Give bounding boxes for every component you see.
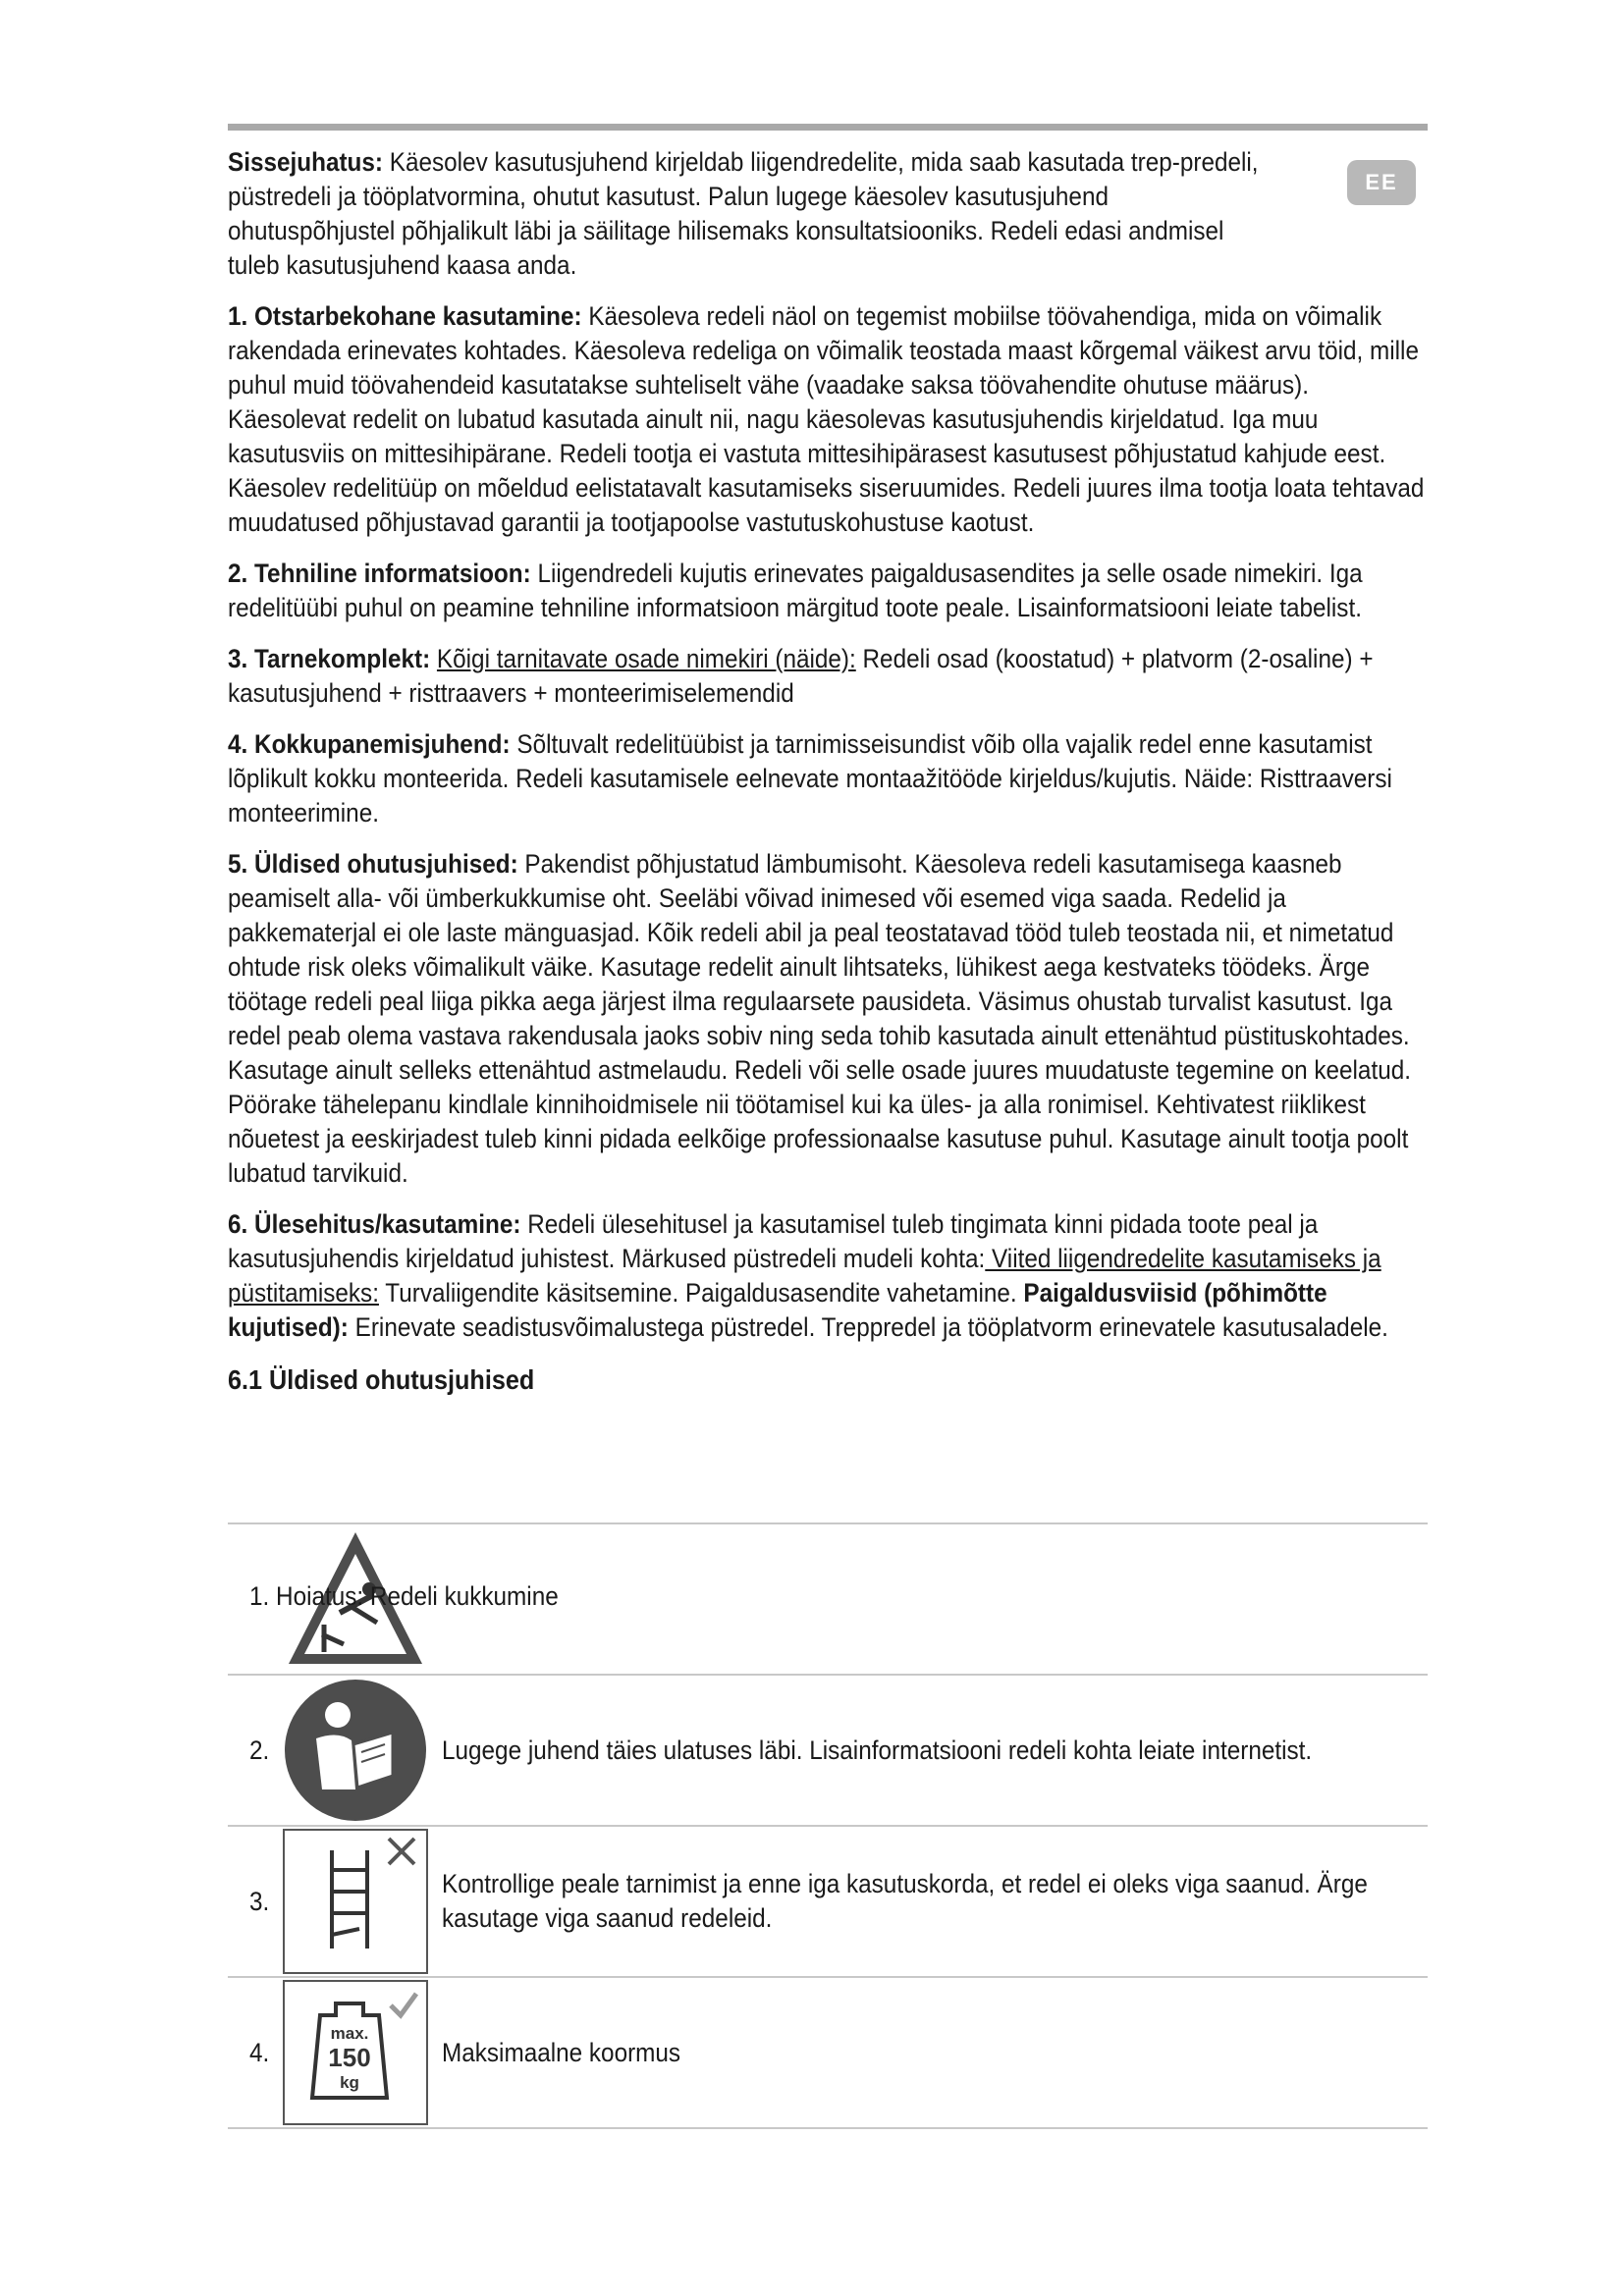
max-load-icon <box>283 1980 428 2125</box>
max-load-label-max: max. <box>330 2024 369 2043</box>
section-1-title: 1. Otstarbekohane kasutamine: <box>228 301 582 331</box>
language-badge: EE <box>1347 160 1416 205</box>
section-6-text2: Turvaliigendite käsitsemine. Paigaldusasendite vahetamine. <box>378 1278 1017 1308</box>
max-load-label-unit: kg <box>340 2073 359 2092</box>
section-2 <box>228 557 1426 625</box>
section-4-title: 4. Kokkupanemisjuhend: <box>228 729 511 759</box>
section-3 <box>228 642 1426 711</box>
table-row <box>228 1676 1428 1827</box>
section-4 <box>228 727 1426 830</box>
section-6-text: Redeli ülesehitusel ja kasutamisel tuleb tingimata kinni pidada toote peal ja kasutusjuhendis kirjeldatud juhistest. Märkused püstredeli mudeli kohta: <box>228 1209 1319 1273</box>
section-2-title: 2. Tehniline informatsioon: <box>228 559 531 588</box>
section-3-underlined: Kõigi tarnitavate osade nimekiri (näide): <box>436 644 856 673</box>
read-manual-icon <box>283 1678 428 1823</box>
safety-table <box>228 1522 1428 2129</box>
row-number: 2. <box>249 1735 270 1765</box>
row-number: 3. <box>249 1886 270 1916</box>
intro-title: Sissejuhatus: <box>228 147 384 177</box>
section-5-text: Pakendist põhjustatud lämbumisoht. Käesoleva redeli kasutamisega kaasneb peamiselt alla- või ümberkukkumise oht. Seeläbi võivad inimesed või esemed viga saada. Redelid ja pakkematerjal ei ole laste mänguasjad. Kõik redeli abil ja peal teostatavad tööd tuleb teostada nii, et nimetatud ohtude risk oleks võimalikult väike. Kasutage redelit ainult lihtsateks, lühikest aega kestvateks töödeks. Ärge töötage redeli peal liiga pikka aega järjest ilma regulaarsete pausideta. Väsimus ohustab turvalist kasutust. Iga redel peab olema vastava rakendusala jaoks sobiv ning seda tohib kasutada ainult ettenähtud püstituskohtades. Kasutage ainult selleks ettenähtud astmelaudu. Redeli või selle osade juures muudatuste tegemine on keelatud. Pöörake tähelepanu kindlale kinnihoidmisele nii töötamisel kui ka üles- ja alla ronimisel. Kehtivatest riiklikest nõuetest ja eeskirjadest tuleb kinni pidada eelkõige professionaalse kasutuse puhul. Kasutage ainult tootja poolt lubatud tarvikuid. <box>228 849 1411 1188</box>
row-1-text: 1. Hoiatus: Redeli kukkumine <box>249 1581 559 1611</box>
row-number: 4. <box>249 2037 270 2067</box>
section-6-underlined: Viited liigendredelite kasutamiseks ja püstitamiseks: <box>228 1244 1381 1308</box>
section-6-text3: Erinevate seadistusvõimalustega püstredel. Treppredel ja tööplatvorm erinevatele kasutusaladele. <box>348 1312 1388 1342</box>
table-row <box>228 1524 1428 1676</box>
section-5 <box>228 847 1426 1191</box>
intro-text: Käesolev kasutusjuhend kirjeldab liigendredelite, mida saab kasutada trep-predeli, püstredeli ja tööplatvormina, ohutut kasutust. Palun lugege käesolev kasutusjuhend ohutuspõhjustel põhjalikult läbi ja säilitage hilisemaks konsultatsiooniks. Redeli edasi andmisel tuleb kasutusjuhend kaasa anda. <box>228 147 1259 280</box>
section-2-text: Liigendredeli kujutis erinevates paigaldusasendites ja selle osade nimekiri. Iga redelitüübi puhul on peamine tehniline informatsioon märgitud toote peale. Lisainformatsiooni leiate tabelist. <box>228 559 1363 622</box>
top-rule <box>228 124 1428 131</box>
section-4-text: Sõltuvalt redelitüübist ja tarnimisseisundist võib olla vajalik redel enne kasutamist lõplikult kokku monteerida. Redeli kasutamisele eelnevate montaažitööde kirjeldus/kujutis. Näide: Risttraaversi monteerimine. <box>228 729 1392 828</box>
subsection-title: 6.1 Üldised ohutusjuhised <box>228 1364 535 1395</box>
document-body <box>228 145 1428 1417</box>
intro-paragraph <box>228 145 1271 283</box>
max-load-label-value: 150 <box>328 2043 371 2072</box>
section-3-title: 3. Tarnekomplekt: <box>228 644 431 673</box>
row-2-text: Lugege juhend täies ulatuses läbi. Lisainformatsiooni redeli kohta leiate internetist. <box>442 1735 1313 1765</box>
row-4-text: Maksimaalne koormus <box>442 2037 681 2067</box>
section-1-text: Käesoleva redeli näol on tegemist mobiilse töövahendiga, mida on võimalik rakendada erinevates kohtades. Käesoleva redeliga on võimalik teostada maast kõrgemal väikest arvu töid, mille puhul muid töövahendeid kasutatakse suhteliselt vähe (vaadake saksa töövahendite ohutuse määrus). Käesolevat redelit on lubatud kasutada ainult nii, nagu käesolevas kasutusjuhendis kirjeldatud. Iga muu kasutusviis on mittesihipärane. Redeli tootja ei vastuta mittesihipärasest kasutusest põhjustatud kahjude eest. Käesolev redelitüüp on mõeldud eelistatavalt kasutamiseks siseruumides. Redeli juures ilma tootja loata tehtavad muudatused põhjustavad garantii ja tootjapoolse vastutuskohustuse kaotust. <box>228 301 1425 537</box>
damaged-ladder-icon <box>283 1829 428 1974</box>
row-3-text: Kontrollige peale tarnimist ja enne iga kasutuskorda, et redel ei oleks viga saanud. Ärge kasutage viga saanud redeleid. <box>442 1869 1368 1933</box>
section-1 <box>228 299 1426 540</box>
section-6-title: 6. Ülesehitus/kasutamine: <box>228 1209 521 1239</box>
section-6 <box>228 1207 1426 1345</box>
table-row <box>228 1827 1428 1978</box>
section-5-title: 5. Üldised ohutusjuhised: <box>228 849 518 879</box>
section-3-text: Redeli osad (koostatud) + platvorm (2-osaline) + kasutusjuhend + risttraavers + monteerimiselemendid <box>228 644 1374 708</box>
section-6-bold2: Paigaldusviisid (põhimõtte kujutised): <box>228 1278 1327 1342</box>
table-row <box>228 1978 1428 2129</box>
